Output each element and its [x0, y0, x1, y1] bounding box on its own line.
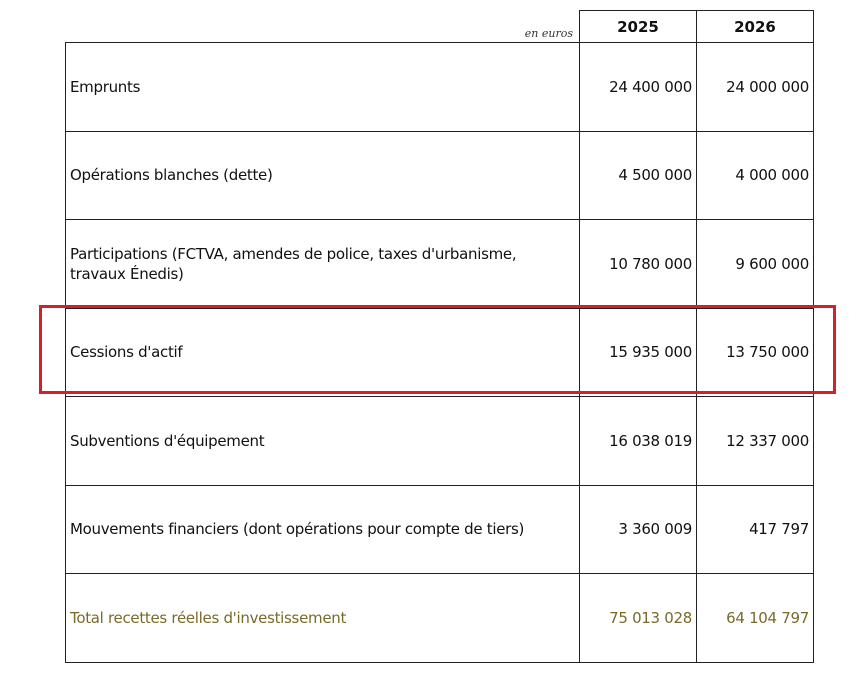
table-row [66, 131, 814, 220]
table-row-highlighted [66, 308, 814, 397]
cell-2026: 417 797 [697, 485, 814, 574]
cell-2025: 24 400 000 [580, 43, 697, 132]
table-row [66, 220, 814, 309]
total-2026: 64 104 797 [697, 574, 814, 663]
total-row [66, 574, 814, 663]
row-label-participations: Participations (FCTVA, amendes de police, taxes d'urbanisme, travaux Énedis) [66, 220, 580, 309]
cell-2026: 12 337 000 [697, 397, 814, 486]
row-label-operations-blanches: Opérations blanches (dette) [66, 131, 580, 220]
row-label-emprunts: Emprunts [66, 43, 580, 132]
cell-2026: 9 600 000 [697, 220, 814, 309]
header-row [66, 11, 814, 43]
cell-2026: 13 750 000 [697, 308, 814, 397]
year-header-2025: 2025 [580, 11, 697, 43]
cell-2026: 24 000 000 [697, 43, 814, 132]
table-row [66, 485, 814, 574]
cell-2025: 3 360 009 [580, 485, 697, 574]
row-label-mouvements-financiers: Mouvements financiers (dont opérations pour compte de tiers) [66, 485, 580, 574]
cell-2025: 4 500 000 [580, 131, 697, 220]
cell-2025: 10 780 000 [580, 220, 697, 309]
investment-revenue-table [65, 10, 814, 663]
unit-label: en euros [524, 27, 573, 40]
table-row [66, 43, 814, 132]
total-2025: 75 013 028 [580, 574, 697, 663]
row-label-subventions: Subventions d'équipement [66, 397, 580, 486]
cell-2025: 15 935 000 [580, 308, 697, 397]
row-label-cessions-actif: Cessions d'actif [66, 308, 580, 397]
total-label: Total recettes réelles d'investissement [66, 574, 580, 663]
cell-2025: 16 038 019 [580, 397, 697, 486]
cell-2026: 4 000 000 [697, 131, 814, 220]
table-row [66, 397, 814, 486]
year-header-2026: 2026 [697, 11, 814, 43]
